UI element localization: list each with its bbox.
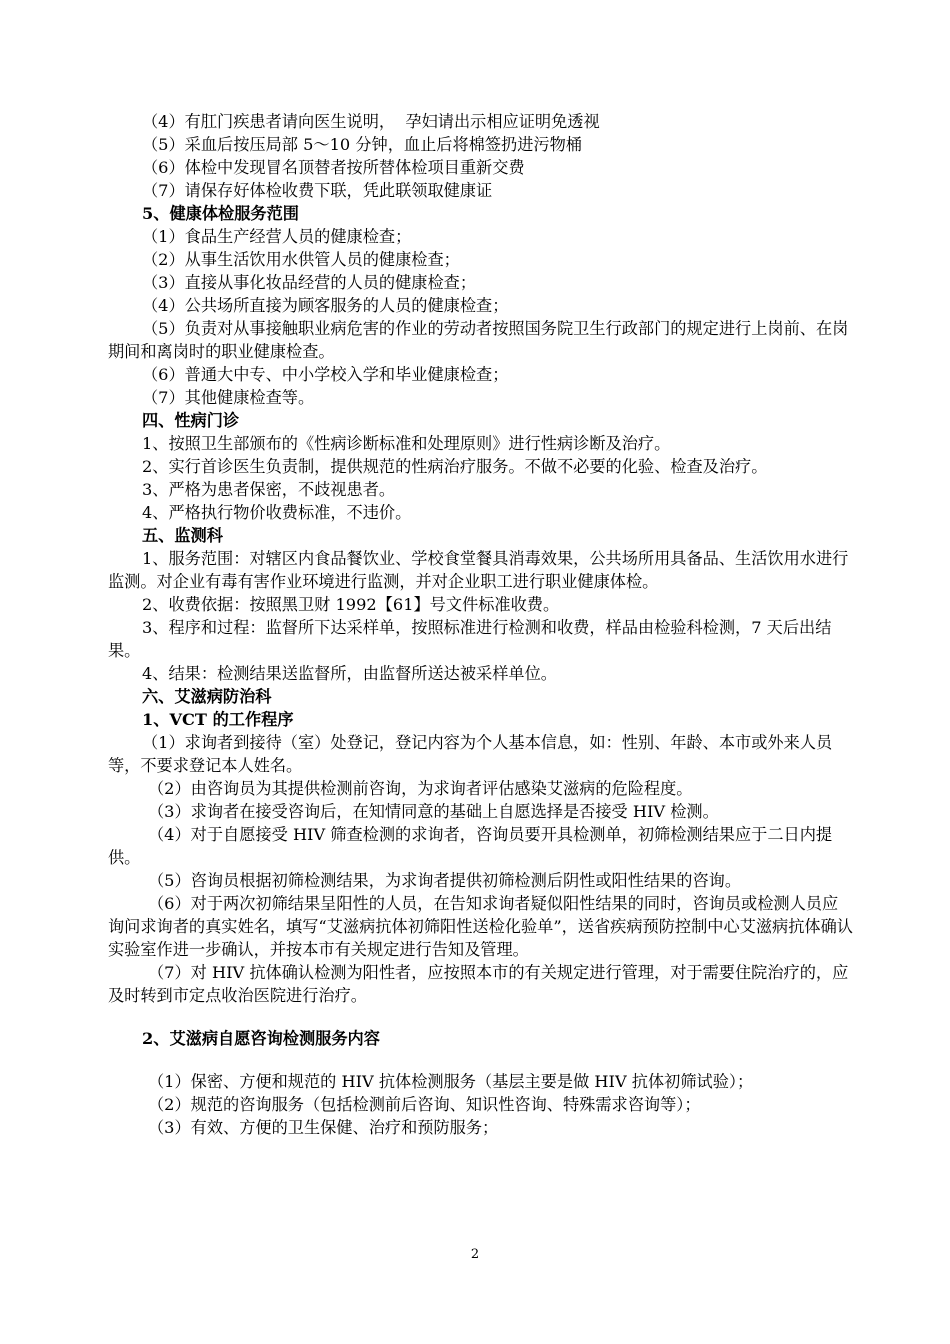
list-item: （5）咨询员根据初筛检测结果，为求询者提供初筛检测后阴性或阳性结果的咨询。 bbox=[148, 871, 742, 890]
list-item: 3、程序和过程：监督所下达采样单，按照标准进行检测和收费，样品由检验科检测，7 天后出结果。 bbox=[108, 618, 832, 660]
list-item: （3）直接从事化妆品经营的人员的健康检查； bbox=[142, 273, 477, 292]
list-item: （3）求询者在接受咨询后，在知情同意的基础上自愿选择是否接受 HIV 检测。 bbox=[148, 802, 719, 821]
section-heading: 五、监测科 bbox=[142, 526, 223, 545]
list-item: （4）公共场所直接为顾客服务的人员的健康检查； bbox=[142, 296, 509, 315]
section-heading: 5、健康体检服务范围 bbox=[142, 204, 299, 223]
list-item: 4、严格执行物价收费标准，不违价。 bbox=[142, 503, 412, 522]
list-item: （2）由咨询员为其提供检测前咨询，为求询者评估感染艾滋病的危险程度。 bbox=[148, 779, 693, 798]
page-number: 2 bbox=[470, 1247, 480, 1262]
list-item: （7）其他健康检查等。 bbox=[142, 388, 315, 407]
list-item: （6）体检中发现冒名顶替者按所替体检项目重新交费 bbox=[142, 158, 525, 177]
list-item: （4）对于自愿接受 HIV 筛查检测的求询者，咨询员要开具检测单，初筛检测结果应于二日内提供。 bbox=[108, 825, 833, 867]
list-item: （1）求询者到接待（室）处登记，登记内容为个人基本信息，如：性别、年龄、本市或外来人员等，不要求登记本人姓名。 bbox=[108, 733, 833, 775]
subsection-heading: 2、艾滋病自愿咨询检测服务内容 bbox=[142, 1029, 380, 1048]
section-heading: 四、性病门诊 bbox=[142, 411, 240, 430]
list-item: 2、实行首诊医生负责制，提供规范的性病治疗服务。不做不必要的化验、检查及治疗。 bbox=[142, 457, 768, 476]
list-item: （2）从事生活饮用水供管人员的健康检查； bbox=[142, 250, 460, 269]
list-item: 1、服务范围：对辖区内食品餐饮业、学校食堂餐具消毒效果，公共场所用具备品、生活饮用水进行监测。对企业有毒有害作业环境进行监测，并对企业职工进行职业健康体检。 bbox=[108, 549, 849, 591]
list-item: （6）普通大中专、中小学校入学和毕业健康检查； bbox=[142, 365, 509, 384]
list-item: 4、结果：检测结果送监督所，由监督所送达被采样单位。 bbox=[142, 664, 557, 683]
list-item: （2）规范的咨询服务（包括检测前后咨询、知识性咨询、特殊需求咨询等）； bbox=[148, 1095, 701, 1114]
list-item: 3、严格为患者保密，不歧视患者。 bbox=[142, 480, 396, 499]
list-item: （6）对于两次初筛结果呈阳性的人员，在告知求询者疑似阳性结果的同时，咨询员或检测人员应询问求询者的真实姓名，填写“艾滋病抗体初筛阳性送检化验单”，送省疾病预防控制中心艾滋病抗体确认实验室作进一步确认，并按本市有关规定进行告知及管理。 bbox=[108, 894, 853, 959]
page-body bbox=[108, 110, 854, 1139]
subsection-heading: 1、VCT 的工作程序 bbox=[142, 710, 294, 729]
list-item: （5）采血后按压局部 5～10 分钟，血止后将棉签扔进污物桶 bbox=[142, 135, 582, 154]
section-heading: 六、艾滋病防治科 bbox=[142, 687, 272, 706]
list-item: （1）保密、方便和规范的 HIV 抗体检测服务（基层主要是做 HIV 抗体初筛试验）； bbox=[148, 1072, 754, 1091]
list-item: （3）有效、方便的卫生保健、治疗和预防服务； bbox=[148, 1118, 499, 1137]
list-item: （7）对 HIV 抗体确认检测为阳性者，应按照本市的有关规定进行管理，对于需要住院治疗的，应及时转到市定点收治医院进行治疗。 bbox=[108, 963, 849, 1005]
list-item: （4）有肛门疾患者请向医生说明， 孕妇请出示相应证明免透视 bbox=[142, 112, 600, 131]
list-item: （7）请保存好体检收费下联，凭此联领取健康证 bbox=[142, 181, 493, 200]
list-item: （1）食品生产经营人员的健康检查； bbox=[142, 227, 412, 246]
list-item: 2、收费依据：按照黑卫财 1992【61】号文件标准收费。 bbox=[142, 595, 560, 614]
list-item: （5）负责对从事接触职业病危害的作业的劳动者按照国务院卫生行政部门的规定进行上岗前、在岗期间和离岗时的职业健康检查。 bbox=[108, 319, 849, 361]
list-item: 1、按照卫生部颁布的《性病诊断标准和处理原则》进行性病诊断及治疗。 bbox=[142, 434, 671, 453]
